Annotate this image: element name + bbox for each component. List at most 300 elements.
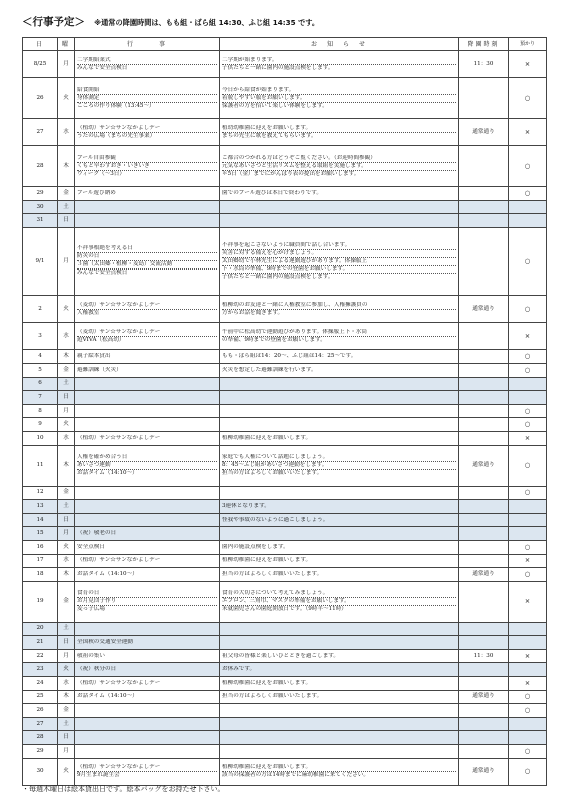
- notice-cell: [220, 581, 459, 622]
- notice-cell: [220, 704, 459, 718]
- notice-line: 災害に対する備えを心がけましょう。: [222, 249, 456, 257]
- event-cell: [75, 554, 220, 568]
- dismissal-cell: [459, 745, 509, 759]
- notice-cell: [220, 295, 459, 322]
- weekday-cell: 木: [58, 568, 75, 582]
- notice-line: 植柳幼稚園に迎えをお願いします。: [222, 557, 312, 564]
- day-cell: 30: [23, 758, 58, 785]
- table-row: [23, 649, 547, 663]
- table-row: [23, 214, 547, 228]
- event-cell: [75, 146, 220, 187]
- table-row: [23, 513, 547, 527]
- table-row: [23, 758, 547, 785]
- dismissal-cell: 通常通り: [459, 445, 509, 486]
- notice-cell: [220, 445, 459, 486]
- weekday-cell: 月: [58, 649, 75, 663]
- notice-cell: [220, 432, 459, 446]
- weekday-cell: 水: [58, 432, 75, 446]
- notice-line: 担当の方はよろしくお願いいたします。: [222, 693, 323, 700]
- event-line: 安全点検日: [77, 543, 105, 550]
- event-cell: [75, 200, 220, 214]
- dismissal-cell: [459, 200, 509, 214]
- event-line: （麦幼）サン☆サンなかよしデー: [77, 328, 161, 335]
- dismissal-cell: [459, 323, 509, 350]
- day-cell: 8/25: [23, 51, 58, 78]
- notice-line: 元気なあいさつと生活リズムを整える取組を実施します。: [222, 162, 456, 170]
- event-line: （植幼）サン☆サンなかよしデー: [77, 764, 161, 771]
- lunch-cell: [509, 391, 547, 405]
- table-row: [23, 554, 547, 568]
- event-line: 9月生まれ誕生会: [77, 771, 217, 779]
- notice-cell: [220, 119, 459, 146]
- weekday-cell: 木: [58, 350, 75, 364]
- notice-cell: [220, 500, 459, 514]
- lunch-cell: [509, 636, 547, 650]
- event-line: 人権を確かめ合う日: [77, 454, 128, 461]
- weekday-cell: 月: [58, 404, 75, 418]
- column-notice: お 知 ら せ: [220, 38, 459, 51]
- weekday-cell: 月: [58, 51, 75, 78]
- table-row: [23, 377, 547, 391]
- weekday-cell: 日: [58, 214, 75, 228]
- dismissal-note: ※通常の降園時間は、もも組・ばら組 14:30、ふじ組 14:35 です。: [94, 18, 320, 27]
- notice-line: 園内の施設点検をします。: [222, 543, 289, 550]
- page-header: [22, 10, 552, 26]
- dismissal-cell: [459, 663, 509, 677]
- event-line: 身体測定: [77, 94, 217, 102]
- event-cell: [75, 445, 220, 486]
- table-row: [23, 704, 547, 718]
- dismissal-cell: 通常通り: [459, 758, 509, 785]
- event-cell: [75, 745, 220, 759]
- dismissal-cell: [459, 350, 509, 364]
- lunch-cell: ×: [509, 432, 547, 446]
- notice-line: 担当の方はよろしくお願いいたします。: [222, 570, 323, 577]
- table-row: [23, 731, 547, 745]
- weekday-cell: 土: [58, 377, 75, 391]
- notice-line: もも・ばら組は14：20～、ふじ組は14：25～です。: [222, 353, 357, 360]
- lunch-cell: ○: [509, 690, 547, 704]
- table-row: [23, 500, 547, 514]
- notice-cell: [220, 745, 459, 759]
- day-cell: 22: [23, 649, 58, 663]
- weekday-cell: 金: [58, 704, 75, 718]
- notice-cell: [220, 214, 459, 228]
- weekday-cell: 金: [58, 581, 75, 622]
- table-row: [23, 391, 547, 405]
- weekday-cell: 日: [58, 513, 75, 527]
- weekday-cell: 日: [58, 731, 75, 745]
- dismissal-cell: [459, 418, 509, 432]
- column-dismissal: 降園時刻: [459, 38, 509, 51]
- table-row: [23, 146, 547, 187]
- notice-line: 二学期が始まります。: [222, 56, 278, 63]
- lunch-cell: ○: [509, 745, 547, 759]
- notice-cell: [220, 51, 459, 78]
- notice-line: 植柳幼稚園に迎えをお願いします。: [222, 764, 312, 771]
- dismissal-cell: [459, 364, 509, 378]
- day-cell: 24: [23, 677, 58, 691]
- dismissal-cell: [459, 146, 509, 187]
- notice-cell: [220, 690, 459, 704]
- dismissal-cell: 通常通り: [459, 295, 509, 322]
- event-cell: [75, 649, 220, 663]
- notice-cell: [220, 350, 459, 364]
- event-line: （植幼）サン☆サンなかよしデー: [77, 679, 161, 686]
- event-cell: [75, 350, 220, 364]
- event-cell: [75, 636, 220, 650]
- dismissal-cell: [459, 677, 509, 691]
- weekday-cell: 月: [58, 745, 75, 759]
- day-cell: 4: [23, 350, 58, 364]
- notice-line: 今日から給食が始まります。: [222, 86, 295, 93]
- day-cell: 10: [23, 432, 58, 446]
- lunch-cell: ○: [509, 227, 547, 295]
- day-cell: 20: [23, 622, 58, 636]
- lunch-cell: ○: [509, 404, 547, 418]
- weekday-cell: 月: [58, 227, 75, 295]
- event-line: 給食開始: [77, 86, 100, 93]
- footer-note: ・毎週木曜日は絵本貸出日です。絵本バッグをお持たせ下さい。: [22, 785, 225, 793]
- notice-cell: [220, 404, 459, 418]
- dismissal-cell: [459, 432, 509, 446]
- day-cell: 28: [23, 146, 58, 187]
- event-cell: [75, 404, 220, 418]
- notice-line: 着脱しやすい服をお願いします。: [222, 94, 456, 102]
- notice-cell: [220, 146, 459, 187]
- dismissal-cell: [459, 731, 509, 745]
- day-cell: 29: [23, 187, 58, 201]
- event-line: お話タイム（14:10～）: [77, 693, 138, 700]
- table-row: [23, 622, 547, 636]
- lunch-cell: ○: [509, 418, 547, 432]
- day-cell: 21: [23, 636, 58, 650]
- day-cell: 29: [23, 745, 58, 759]
- dismissal-cell: [459, 214, 509, 228]
- page-title: ＜行事予定＞: [22, 16, 85, 28]
- day-cell: 23: [23, 663, 58, 677]
- dismissal-cell: [459, 704, 509, 718]
- table-row: [23, 581, 547, 622]
- table-row: [23, 200, 547, 214]
- lunch-cell: ○: [509, 146, 547, 187]
- table-row: [23, 119, 547, 146]
- event-line: プール自由参観: [77, 154, 116, 161]
- notice-cell: [220, 758, 459, 785]
- weekday-cell: 金: [58, 364, 75, 378]
- notice-line: 該当の保護者の方は14時までに麻幼稚園に来てください。: [222, 771, 456, 779]
- notice-cell: [220, 554, 459, 568]
- event-line: 不祥事根絶を考える日: [77, 245, 133, 252]
- weekday-cell: 木: [58, 690, 75, 704]
- schedule-table: [22, 37, 547, 786]
- lunch-cell: [509, 500, 547, 514]
- notice-cell: [220, 418, 459, 432]
- table-row: [23, 323, 547, 350]
- table-row: [23, 51, 547, 78]
- event-cell: [75, 677, 220, 691]
- dismissal-cell: [459, 527, 509, 541]
- notice-cell: [220, 649, 459, 663]
- day-cell: 17: [23, 554, 58, 568]
- notice-cell: [220, 391, 459, 405]
- day-cell: 25: [23, 690, 58, 704]
- dismissal-cell: [459, 377, 509, 391]
- event-cell: [75, 391, 220, 405]
- day-cell: 27: [23, 717, 58, 731]
- day-cell: 26: [23, 704, 58, 718]
- weekday-cell: 火: [58, 418, 75, 432]
- notice-cell: [220, 364, 459, 378]
- notice-line: 植柳幼稚園に迎えをお願いします。: [222, 679, 312, 686]
- table-row: [23, 540, 547, 554]
- day-cell: 31: [23, 214, 58, 228]
- day-cell: 19: [23, 581, 58, 622]
- event-cell: [75, 119, 220, 146]
- lunch-cell: [509, 513, 547, 527]
- event-line: うたの広場（まちの先生事業）: [77, 132, 217, 140]
- notice-line: 保護者の方を招いて楽しい体験をします。: [222, 102, 456, 110]
- day-cell: 16: [23, 540, 58, 554]
- event-line: （植幼）サン☆サンなかよしデー: [77, 557, 161, 564]
- event-cell: [75, 364, 220, 378]
- notice-cell: [220, 663, 459, 677]
- event-line: 敬祖の集い: [77, 652, 105, 659]
- event-line: あいさつ運動: [77, 461, 217, 469]
- dismissal-cell: [459, 78, 509, 119]
- table-header-row: [23, 38, 547, 51]
- notice-line: の準備、9時までの登園をお願いします。: [222, 336, 456, 344]
- notice-cell: [220, 513, 459, 527]
- table-row: [23, 295, 547, 322]
- lunch-cell: ×: [509, 649, 547, 663]
- lunch-cell: ○: [509, 187, 547, 201]
- dismissal-cell: 通常通り: [459, 119, 509, 146]
- event-cell: [75, 540, 220, 554]
- event-line: （植幼）サン☆サンなかよしデー: [77, 434, 161, 441]
- table-row: [23, 227, 547, 295]
- event-cell: [75, 418, 220, 432]
- notice-cell: [220, 731, 459, 745]
- dismissal-cell: [459, 622, 509, 636]
- weekday-cell: 木: [58, 445, 75, 486]
- table-row: [23, 350, 547, 364]
- event-cell: [75, 432, 220, 446]
- day-cell: 27: [23, 119, 58, 146]
- dismissal-cell: [459, 391, 509, 405]
- lunch-cell: ×: [509, 677, 547, 691]
- dismissal-cell: 通常通り: [459, 568, 509, 582]
- dismissal-cell: [459, 554, 509, 568]
- table-row: [23, 636, 547, 650]
- notice-line: 不祥事を起こさないように職員間で話し合います。: [222, 241, 351, 248]
- event-cell: [75, 581, 220, 622]
- event-line: 避難訓練（火災）: [77, 366, 122, 373]
- notice-cell: [220, 540, 459, 554]
- notice-cell: [220, 677, 459, 691]
- weekday-cell: 土: [58, 622, 75, 636]
- day-cell: 9/1: [23, 227, 58, 295]
- weekday-cell: 水: [58, 554, 75, 568]
- weekday-cell: 水: [58, 119, 75, 146]
- event-cell: [75, 622, 220, 636]
- lunch-cell: [509, 622, 547, 636]
- day-cell: 14: [23, 513, 58, 527]
- table-row: [23, 486, 547, 500]
- event-line: （植幼）サン☆サンなかよしデー: [77, 124, 161, 131]
- event-cell: [75, 214, 220, 228]
- weekday-cell: 水: [58, 677, 75, 691]
- notice-cell: [220, 717, 459, 731]
- event-cell: [75, 704, 220, 718]
- dismissal-cell: [459, 486, 509, 500]
- event-line: 人権教室: [77, 309, 217, 317]
- notice-line: 園でのプール遊びは本日で終わりです。: [222, 189, 322, 196]
- column-day: 日: [23, 38, 58, 51]
- event-line: こころの作り体験（13:45～）: [77, 102, 217, 110]
- notice-line: 家庭でも人権について話題にしましょう。: [222, 454, 329, 461]
- notice-line: 3連休となります。: [222, 502, 270, 509]
- table-row: [23, 745, 547, 759]
- notice-line: まちの先生に歌を教えてもらいます。: [222, 132, 456, 140]
- event-cell: [75, 690, 220, 704]
- weekday-cell: 木: [58, 146, 75, 187]
- event-line: （祝）敬老の日: [77, 530, 117, 537]
- lunch-cell: ○: [509, 704, 547, 718]
- day-cell: 3: [23, 323, 58, 350]
- day-cell: 11: [23, 445, 58, 486]
- lunch-cell: ○: [509, 78, 547, 119]
- day-cell: 7: [23, 391, 58, 405]
- dismissal-cell: [459, 636, 509, 650]
- event-line: 防災の日: [77, 252, 217, 260]
- notice-cell: [220, 377, 459, 391]
- weekday-cell: 日: [58, 391, 75, 405]
- event-line: プール遊び納め: [77, 189, 116, 196]
- table-row: [23, 78, 547, 119]
- lunch-cell: ○: [509, 568, 547, 582]
- weekday-cell: 日: [58, 636, 75, 650]
- notice-line: 未就園児さんの園庭開放日です。（9時半～11時）: [222, 605, 456, 613]
- notice-line: 食育の大切さについて考えてみましょう。: [222, 590, 329, 597]
- event-line: 親子絵本貸出: [77, 353, 111, 360]
- lunch-cell: ○: [509, 758, 547, 785]
- lunch-cell: ×: [509, 51, 547, 78]
- column-weekday: 曜: [58, 38, 75, 51]
- weekday-cell: 火: [58, 758, 75, 785]
- event-line: （祝）秋分の日: [77, 666, 117, 673]
- notice-cell: [220, 527, 459, 541]
- lunch-cell: [509, 527, 547, 541]
- lunch-cell: [509, 731, 547, 745]
- event-line: みんなで安全点検日: [77, 269, 217, 277]
- lunch-cell: [509, 377, 547, 391]
- day-cell: 2: [23, 295, 58, 322]
- dismissal-cell: [459, 227, 509, 295]
- event-line: ３園（太田郷・植柳・麦島）交流活動: [77, 260, 217, 268]
- lunch-cell: ×: [509, 119, 547, 146]
- day-cell: 8: [23, 404, 58, 418]
- weekday-cell: 水: [58, 323, 75, 350]
- weekday-cell: 火: [58, 295, 75, 322]
- event-cell: [75, 663, 220, 677]
- dismissal-cell: 11：30: [459, 51, 509, 78]
- lunch-cell: ×: [509, 581, 547, 622]
- table-row: [23, 418, 547, 432]
- lunch-cell: ○: [509, 445, 547, 486]
- dismissal-cell: [459, 187, 509, 201]
- event-line: くもと早わすおき・いきいき: [77, 162, 217, 170]
- day-cell: 5: [23, 364, 58, 378]
- event-line: みんなで安全点検日: [77, 64, 217, 72]
- lunch-cell: ×: [509, 323, 547, 350]
- notice-line: 太田郷幼で小林先生による運動遊びがあります。体操服上: [222, 257, 456, 265]
- event-line: 食育の日: [77, 590, 100, 597]
- event-line: お話タイム（14:10～）: [77, 570, 138, 577]
- table-row: [23, 663, 547, 677]
- day-cell: 18: [23, 568, 58, 582]
- day-cell: 30: [23, 200, 58, 214]
- column-lunch: 預かり: [509, 38, 547, 51]
- dismissal-cell: [459, 404, 509, 418]
- event-line: ウィーク（～3日）: [77, 170, 217, 178]
- weekday-cell: 金: [58, 486, 75, 500]
- event-line: （麦幼）サン☆サンなかよしデー: [77, 301, 161, 308]
- dismissal-cell: [459, 500, 509, 514]
- notice-line: エプロン、三角巾、マスクの準備をお願いします。: [222, 597, 456, 605]
- table-row: [23, 568, 547, 582]
- table-row: [23, 432, 547, 446]
- table-row: [23, 364, 547, 378]
- table-row: [23, 445, 547, 486]
- column-event: 行 事: [75, 38, 220, 51]
- notice-line: 植幼幼稚園に迎えをお願いします。: [222, 124, 312, 131]
- notice-cell: [220, 187, 459, 201]
- event-cell: [75, 377, 220, 391]
- event-cell: [75, 527, 220, 541]
- lunch-cell: [509, 663, 547, 677]
- event-cell: [75, 295, 220, 322]
- dismissal-cell: [459, 513, 509, 527]
- notice-line: お休みです。: [222, 666, 256, 673]
- weekday-cell: 土: [58, 500, 75, 514]
- weekday-cell: 金: [58, 187, 75, 201]
- lunch-cell: ○: [509, 486, 547, 500]
- event-cell: [75, 227, 220, 295]
- table-row: [23, 187, 547, 201]
- table-row: [23, 677, 547, 691]
- table-row: [23, 690, 547, 704]
- dismissal-cell: [459, 581, 509, 622]
- event-cell: [75, 78, 220, 119]
- event-cell: [75, 568, 220, 582]
- event-cell: [75, 513, 220, 527]
- event-line: 二学期始業式: [77, 56, 111, 63]
- day-cell: 28: [23, 731, 58, 745]
- day-cell: 26: [23, 78, 58, 119]
- notice-cell: [220, 636, 459, 650]
- event-cell: [75, 486, 220, 500]
- notice-line: 植柳幼稚園に迎えをお願いします。: [222, 434, 312, 441]
- notice-cell: [220, 486, 459, 500]
- table-row: [23, 527, 547, 541]
- notice-line: 子供たちと一緒に園内の施設点検をします。: [222, 64, 456, 72]
- event-line: 遊VIVA（松高幼）: [77, 336, 217, 344]
- table-row: [23, 717, 547, 731]
- lunch-cell: [509, 717, 547, 731]
- event-cell: [75, 500, 220, 514]
- notice-line: 祖父母の皆様と楽しいひとときを過ごします。: [222, 652, 340, 659]
